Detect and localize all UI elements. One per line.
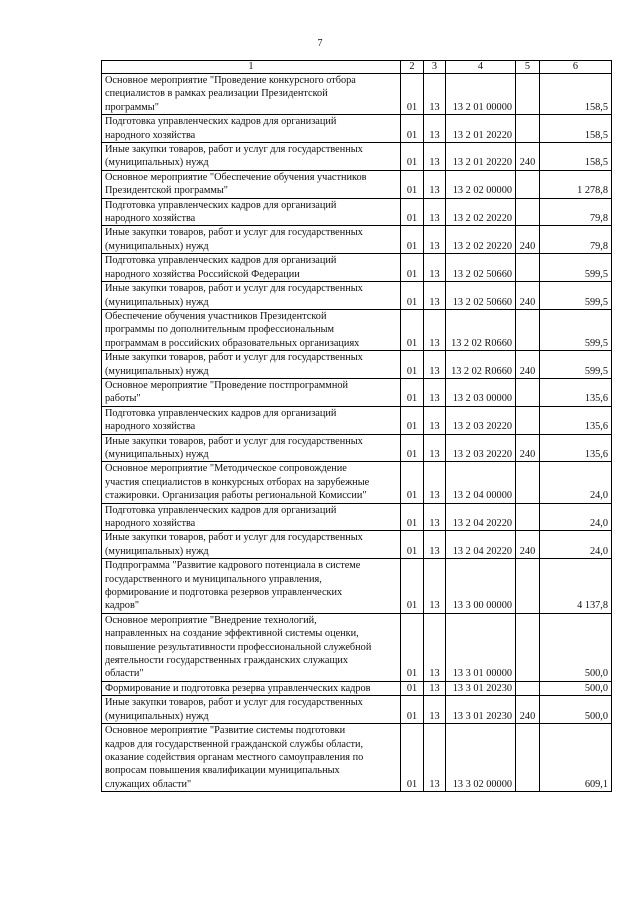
row-section-cell: 01 [401,115,424,143]
row-name-cell: Иные закупки товаров, работ и услуг для государственных (муниципальных) нужд [102,351,401,379]
row-amount-cell: 24,0 [540,503,612,531]
row-subsection-cell: 13 [424,531,446,559]
row-expense-type-cell: 240 [516,282,540,310]
row-expense-type-cell [516,559,540,614]
row-section-cell: 01 [401,406,424,434]
row-amount-cell: 79,8 [540,226,612,254]
row-subsection-cell: 13 [424,406,446,434]
row-subsection-cell: 13 [424,559,446,614]
row-amount-cell: 500,0 [540,696,612,724]
row-expense-type-cell: 240 [516,696,540,724]
row-name-cell: Основное мероприятие "Обеспечение обучения участников Президентской программы" [102,170,401,198]
table-row [102,406,612,434]
row-expense-type-cell [516,198,540,226]
row-name-cell: Подготовка управленческих кадров для организаций народного хозяйства [102,198,401,226]
row-subsection-cell: 13 [424,143,446,171]
table-row [102,724,612,792]
row-subsection-cell: 13 [424,462,446,503]
row-name-cell: Подготовка управленческих кадров для организаций народного хозяйства [102,115,401,143]
row-subsection-cell: 13 [424,115,446,143]
col-header-3: 3 [424,61,446,74]
table-row [102,74,612,115]
table-row [102,378,612,406]
row-name-cell: Иные закупки товаров, работ и услуг для государственных (муниципальных) нужд [102,226,401,254]
row-section-cell: 01 [401,724,424,792]
row-expense-type-cell [516,503,540,531]
row-expense-type-cell [516,462,540,503]
row-target-code-cell: 13 2 03 20220 [446,406,516,434]
row-target-code-cell: 13 2 02 20220 [446,226,516,254]
row-section-cell: 01 [401,282,424,310]
row-amount-cell: 609,1 [540,724,612,792]
row-name-cell: Основное мероприятие "Развитие системы подготовки кадров для государственной гражданской службы области, оказание содействия органам местного самоуправления по вопросам повышения квалификации муниципальных служащих области" [102,724,401,792]
row-expense-type-cell [516,115,540,143]
row-section-cell: 01 [401,170,424,198]
col-header-2: 2 [401,61,424,74]
row-amount-cell: 1 278,8 [540,170,612,198]
col-header-6: 6 [540,61,612,74]
table-body [102,74,612,792]
row-expense-type-cell [516,170,540,198]
table-row [102,559,612,614]
row-section-cell: 01 [401,254,424,282]
row-subsection-cell: 13 [424,351,446,379]
table-row [102,613,612,681]
table-row [102,503,612,531]
row-subsection-cell: 13 [424,74,446,115]
row-target-code-cell: 13 2 04 20220 [446,503,516,531]
table-row [102,531,612,559]
row-expense-type-cell [516,74,540,115]
row-subsection-cell: 13 [424,724,446,792]
row-amount-cell: 158,5 [540,115,612,143]
table-row [102,309,612,350]
row-expense-type-cell [516,378,540,406]
row-subsection-cell: 13 [424,226,446,254]
col-header-1: 1 [102,61,401,74]
row-subsection-cell: 13 [424,696,446,724]
row-subsection-cell: 13 [424,170,446,198]
row-expense-type-cell [516,254,540,282]
page-number: 7 [317,38,323,49]
col-header-5: 5 [516,61,540,74]
row-name-cell: Иные закупки товаров, работ и услуг для государственных (муниципальных) нужд [102,696,401,724]
row-subsection-cell: 13 [424,254,446,282]
table-row [102,434,612,462]
table-row [102,696,612,724]
row-target-code-cell: 13 2 03 20220 [446,434,516,462]
row-amount-cell: 599,5 [540,254,612,282]
table-row [102,115,612,143]
row-amount-cell: 135,6 [540,434,612,462]
row-subsection-cell: 13 [424,613,446,681]
row-expense-type-cell [516,613,540,681]
table-row [102,681,612,695]
row-expense-type-cell: 240 [516,434,540,462]
row-target-code-cell: 13 3 00 00000 [446,559,516,614]
table-row [102,170,612,198]
row-amount-cell: 158,5 [540,143,612,171]
row-section-cell: 01 [401,613,424,681]
row-amount-cell: 79,8 [540,198,612,226]
row-section-cell: 01 [401,351,424,379]
row-amount-cell: 24,0 [540,462,612,503]
row-name-cell: Иные закупки товаров, работ и услуг для государственных (муниципальных) нужд [102,143,401,171]
row-name-cell: Иные закупки товаров, работ и услуг для государственных (муниципальных) нужд [102,434,401,462]
row-subsection-cell: 13 [424,198,446,226]
row-expense-type-cell [516,724,540,792]
row-amount-cell: 135,6 [540,406,612,434]
row-target-code-cell: 13 2 01 20220 [446,115,516,143]
table-row [102,462,612,503]
row-subsection-cell: 13 [424,503,446,531]
row-target-code-cell: 13 2 01 20220 [446,143,516,171]
row-section-cell: 01 [401,434,424,462]
row-expense-type-cell: 240 [516,531,540,559]
row-amount-cell: 158,5 [540,74,612,115]
row-section-cell: 01 [401,681,424,695]
table-row [102,226,612,254]
table-row [102,351,612,379]
row-section-cell: 01 [401,378,424,406]
row-section-cell: 01 [401,462,424,503]
budget-table [101,60,612,792]
row-expense-type-cell: 240 [516,143,540,171]
table-row [102,198,612,226]
row-expense-type-cell [516,309,540,350]
row-name-cell: Основное мероприятие "Внедрение технологий, направленных на создание эффективной системы оценки, повышение результативности профессиональной служебной деятельности государственных гражданских служащих области" [102,613,401,681]
row-target-code-cell: 13 2 03 00000 [446,378,516,406]
row-target-code-cell: 13 3 01 00000 [446,613,516,681]
row-expense-type-cell: 240 [516,351,540,379]
row-section-cell: 01 [401,143,424,171]
row-subsection-cell: 13 [424,378,446,406]
row-expense-type-cell [516,681,540,695]
row-target-code-cell: 13 3 02 00000 [446,724,516,792]
row-name-cell: Иные закупки товаров, работ и услуг для государственных (муниципальных) нужд [102,531,401,559]
row-target-code-cell: 13 2 02 R0660 [446,309,516,350]
row-subsection-cell: 13 [424,434,446,462]
row-amount-cell: 4 137,8 [540,559,612,614]
row-amount-cell: 599,5 [540,351,612,379]
table-row [102,282,612,310]
row-expense-type-cell [516,406,540,434]
row-target-code-cell: 13 2 02 00000 [446,170,516,198]
row-target-code-cell: 13 2 02 50660 [446,282,516,310]
table-row [102,254,612,282]
row-name-cell: Подпрограмма "Развитие кадрового потенциала в системе государственного и муниципального управления, формирование и подготовка резервов управленческих кадров" [102,559,401,614]
row-section-cell: 01 [401,531,424,559]
row-amount-cell: 500,0 [540,613,612,681]
row-name-cell: Подготовка управленческих кадров для организаций народного хозяйства [102,503,401,531]
row-target-code-cell: 13 2 02 20220 [446,198,516,226]
row-section-cell: 01 [401,74,424,115]
row-name-cell: Подготовка управленческих кадров для организаций народного хозяйства [102,406,401,434]
row-name-cell: Основное мероприятие "Проведение постпрограммной работы" [102,378,401,406]
row-target-code-cell: 13 2 04 00000 [446,462,516,503]
row-expense-type-cell: 240 [516,226,540,254]
row-amount-cell: 135,6 [540,378,612,406]
row-target-code-cell: 13 3 01 20230 [446,696,516,724]
row-name-cell: Формирование и подготовка резерва управленческих кадров [102,681,401,695]
row-amount-cell: 500,0 [540,681,612,695]
row-target-code-cell: 13 2 04 20220 [446,531,516,559]
row-section-cell: 01 [401,309,424,350]
row-section-cell: 01 [401,696,424,724]
row-section-cell: 01 [401,226,424,254]
row-name-cell: Основное мероприятие "Методическое сопровождение участия специалистов в конкурсных отборах на зарубежные стажировки. Организация работы региональной Комиссии" [102,462,401,503]
row-name-cell: Обеспечение обучения участников Президентской программы по дополнительным профессиональным программам в российских образовательных организациях [102,309,401,350]
row-subsection-cell: 13 [424,282,446,310]
row-target-code-cell: 13 2 02 R0660 [446,351,516,379]
row-name-cell: Подготовка управленческих кадров для организаций народного хозяйства Российской Федерации [102,254,401,282]
table-row [102,143,612,171]
row-target-code-cell: 13 3 01 20230 [446,681,516,695]
row-amount-cell: 24,0 [540,531,612,559]
row-subsection-cell: 13 [424,681,446,695]
table-header-row [102,61,612,74]
row-target-code-cell: 13 2 02 50660 [446,254,516,282]
col-header-4: 4 [446,61,516,74]
row-section-cell: 01 [401,559,424,614]
row-amount-cell: 599,5 [540,309,612,350]
row-name-cell: Основное мероприятие "Проведение конкурсного отбора специалистов в рамках реализации Президентской программы" [102,74,401,115]
row-section-cell: 01 [401,503,424,531]
row-subsection-cell: 13 [424,309,446,350]
row-amount-cell: 599,5 [540,282,612,310]
row-name-cell: Иные закупки товаров, работ и услуг для государственных (муниципальных) нужд [102,282,401,310]
row-target-code-cell: 13 2 01 00000 [446,74,516,115]
row-section-cell: 01 [401,198,424,226]
